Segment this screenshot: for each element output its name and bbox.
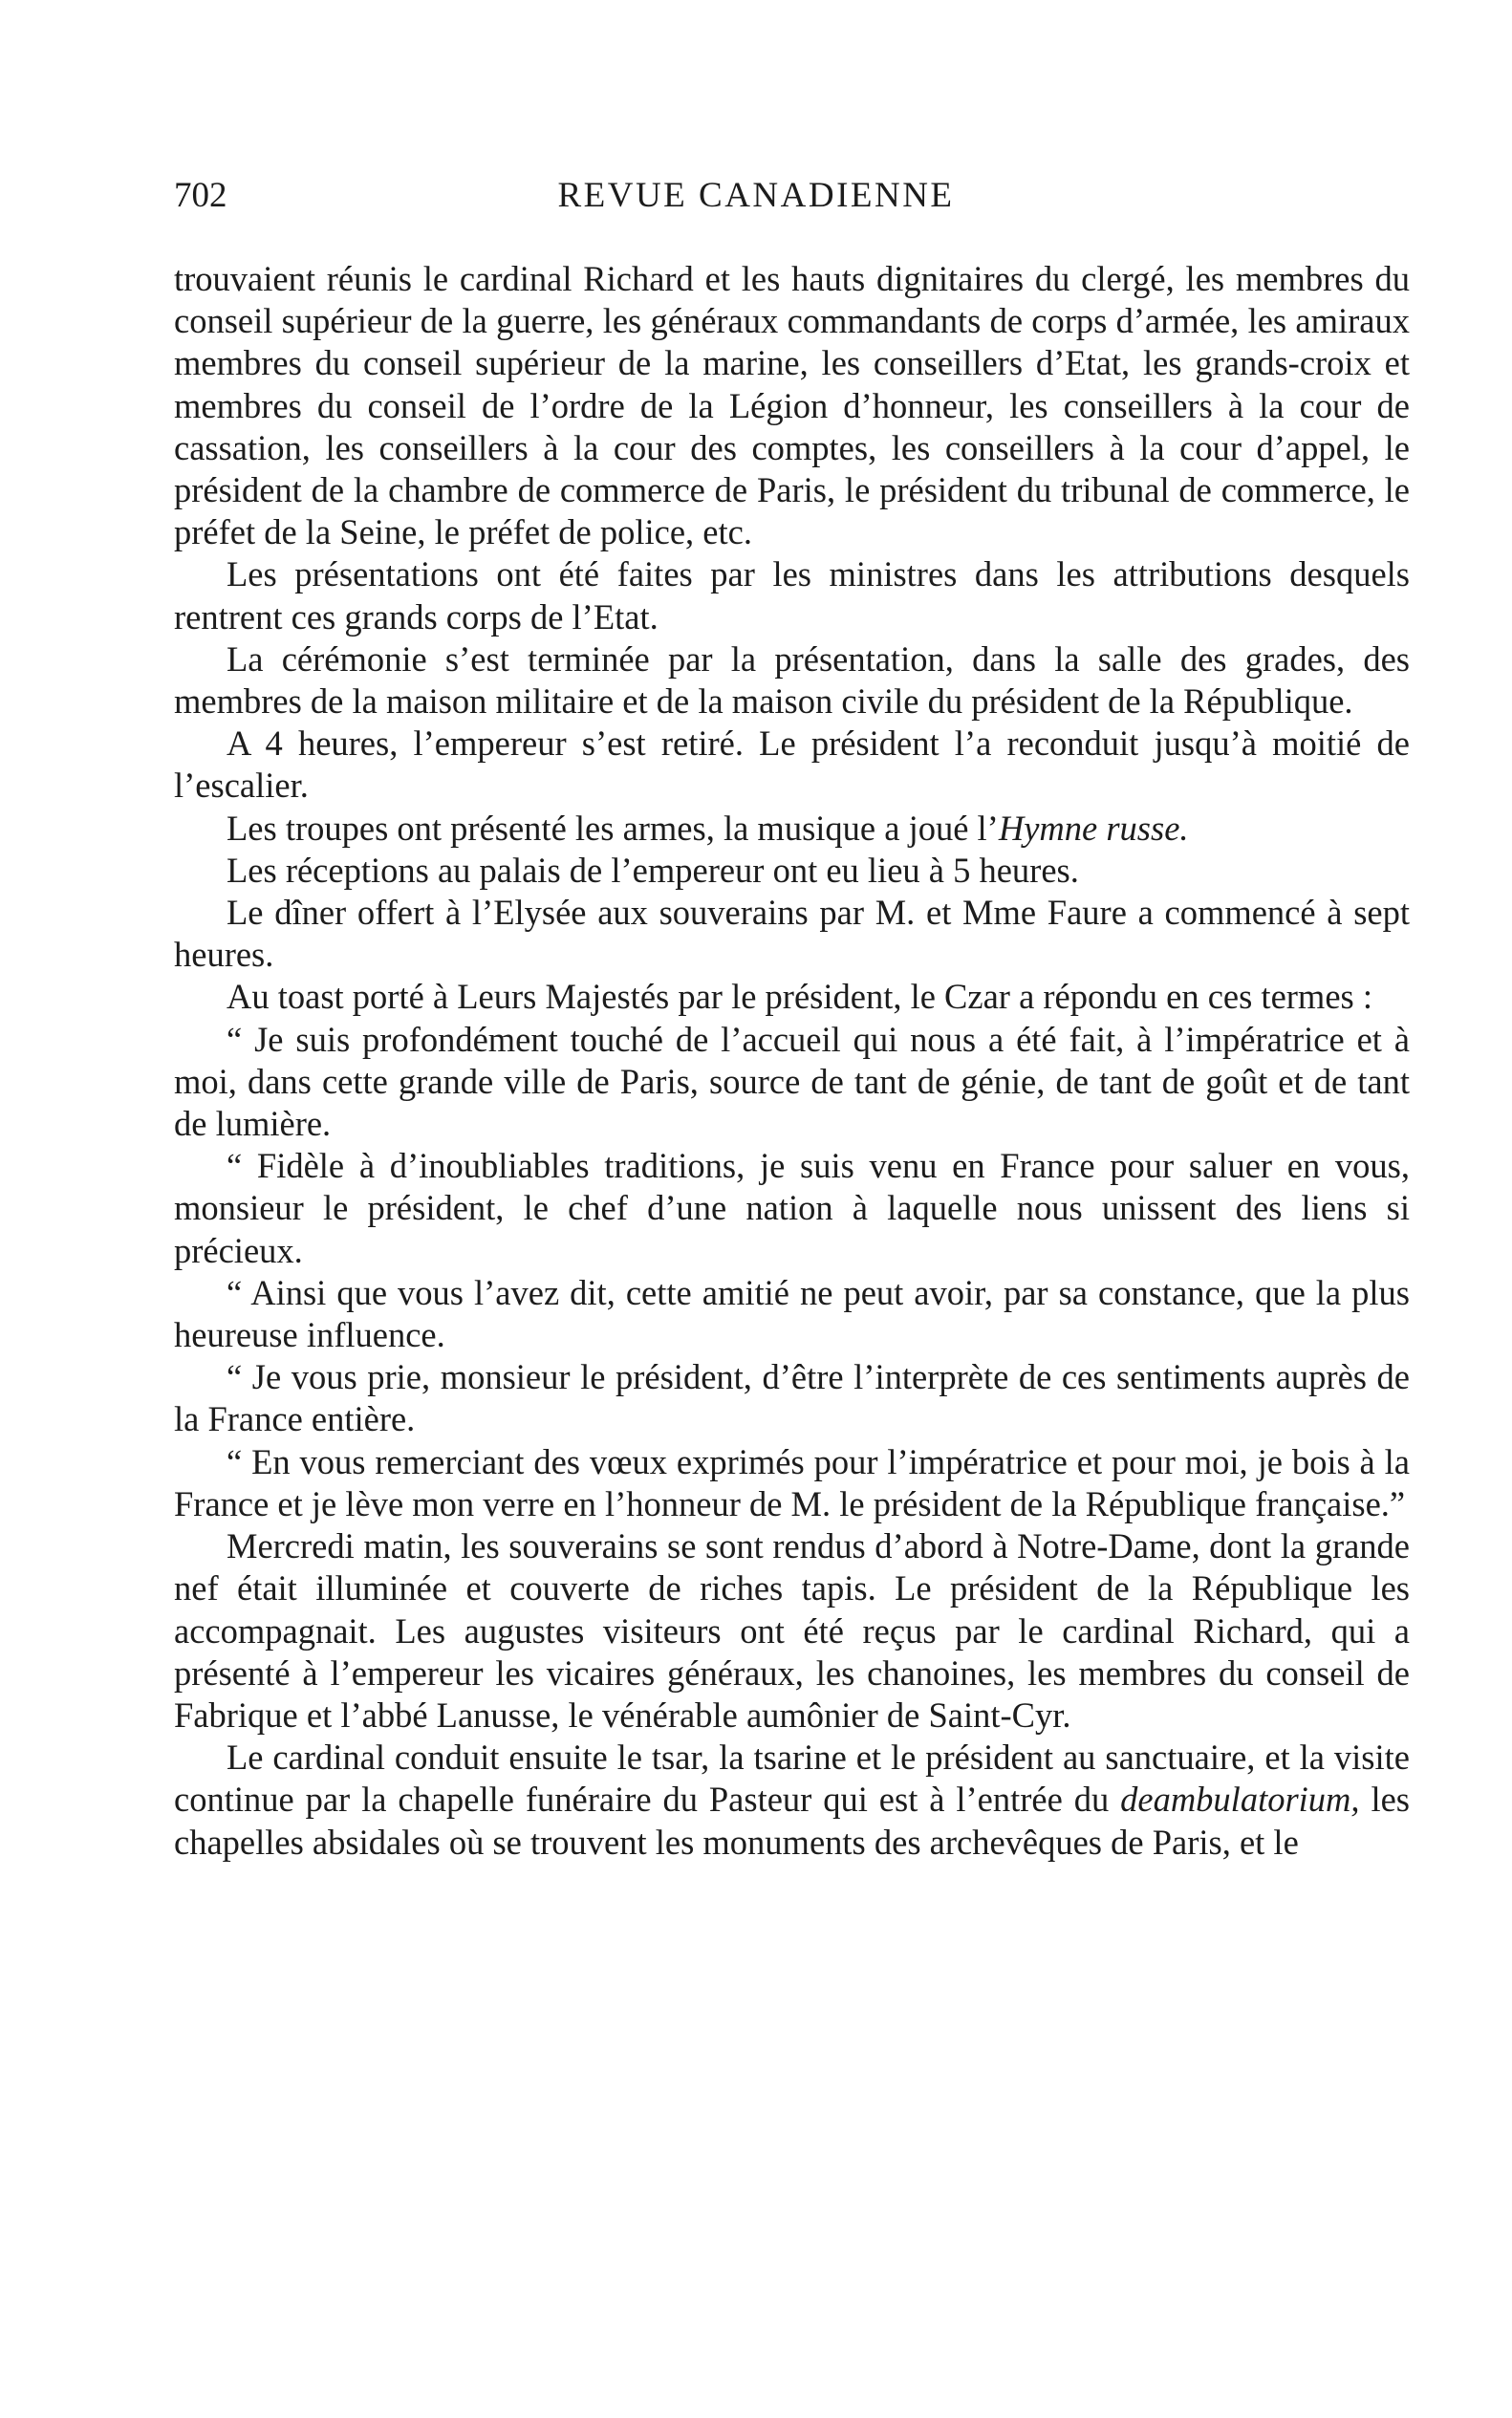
- page-number: 702: [174, 176, 227, 215]
- paragraph-7: Le dîner offert à l’Elysée aux souverains par M. et Mme Faure a commencé à sept heures.: [174, 893, 1410, 975]
- running-title: REVUE CANADIENNE: [557, 176, 955, 215]
- paragraph-1: trouvaient réunis le cardinal Richard et les hauts dignitaires du clergé, les membres du conseil supérieur de la guerre, les généraux commandants de corps d’armée, les amiraux membres du conseil supérieur de la marine, les conseillers d’Etat, les grands-croix et membres du conseil de l’ordre de la Légion d’honneur, les conseillers à la cour de cassation, les conseillers à la cour des comptes, les conseillers à la cour d’appel, le président de la chambre de commerce de Paris, le président du tribunal de commerce, le préfet de la Seine, le préfet de police, etc.: [174, 259, 1410, 552]
- quote-paragraph-4: “ Je vous prie, monsieur le président, d’être l’interprète de ces sentiments auprès de la France entière.: [174, 1357, 1410, 1439]
- paragraph-6: Les réceptions au palais de l’empereur ont eu lieu à 5 heures.: [227, 850, 1079, 890]
- paragraph-15: [174, 1737, 1410, 1864]
- body-text: [174, 258, 1410, 1864]
- paragraph-8: Au toast porté à Leurs Majestés par le président, le Czar a répondu en ces termes :: [227, 977, 1372, 1017]
- paragraph-5: [174, 808, 1410, 850]
- quote-paragraph-1: “ Je suis profondément touché de l’accueil qui nous a été fait, à l’impératrice et à moi, dans cette grande ville de Paris, source de tant de génie, de tant de goût et de tant de lumière.: [174, 1019, 1410, 1144]
- quote-paragraph-5: “ En vous remerciant des vœux exprimés pour l’impératrice et pour moi, je bois à la France et je lève mon verre en l’honneur de M. le président de la République française.”: [174, 1441, 1410, 1523]
- paragraph-15-italic: deambulatorium,: [1120, 1780, 1360, 1820]
- quote-paragraph-2: “ Fidèle à d’inoubliables traditions, je suis venu en France pour saluer en vous, monsieur le président, le chef d’une nation à laquelle nous unissent des liens si précieux.: [174, 1146, 1410, 1270]
- quote-paragraph-3: “ Ainsi que vous l’avez dit, cette amitié ne peut avoir, par sa constance, que la plus heureuse influence.: [174, 1272, 1410, 1355]
- paragraph-5-text: Les troupes ont présenté les armes, la musique a joué l’: [227, 808, 999, 848]
- paragraph-3: La cérémonie s’est terminée par la présentation, dans la salle des grades, des membres de la maison militaire et de la maison civile du président de la République.: [174, 638, 1410, 722]
- paragraph-4: A 4 heures, l’empereur s’est retiré. Le président l’a reconduit jusqu’à moitié de l’escalier.: [174, 723, 1410, 806]
- paragraph-14: Mercredi matin, les souverains se sont rendus d’abord à Notre-Dame, dont la grande nef était illuminée et couverte de riches tapis. Le président de la République les accompagnait. Les augustes visiteurs ont été reçus par le cardinal Richard, qui a présenté à l’empereur les vicaires généraux, les chanoines, les membres du conseil de Fabrique et l’abbé Lanusse, le vénérable aumônier de Saint-Cyr.: [174, 1526, 1410, 1735]
- paragraph-2: Les présentations ont été faites par les ministres dans les attributions desquels rentrent ces grands corps de l’Etat.: [174, 554, 1410, 637]
- paragraph-15-text-b: les chapelles absidales où se trouvent les monuments des archevêques de Paris, et le: [174, 1780, 1411, 1862]
- paragraph-15-text-a: Le cardinal conduit ensuite le tsar, la tsarine et le président au sanctuaire, et la visite continue par la chapelle funéraire du Pasteur qui est à l’entrée du: [174, 1738, 1410, 1820]
- paragraph-5-italic: Hymne russe.: [998, 808, 1189, 848]
